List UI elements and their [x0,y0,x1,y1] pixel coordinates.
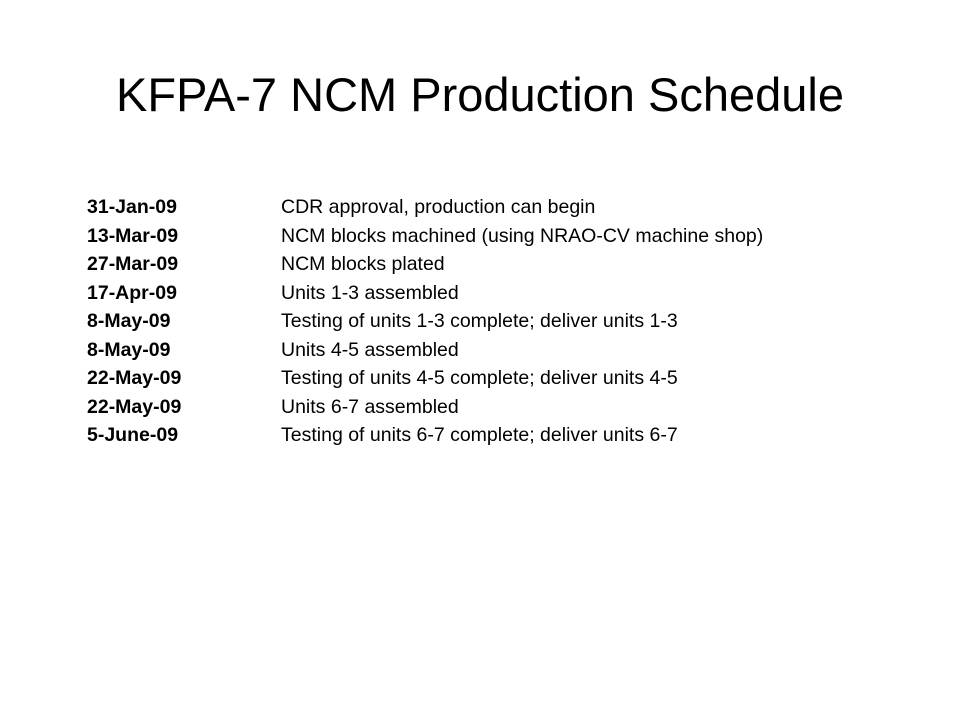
schedule-row [87,193,917,222]
schedule-event: Units 6-7 assembled [281,395,459,418]
schedule-row [87,222,917,251]
schedule-event: Testing of units 6-7 complete; deliver units 6-7 [281,424,678,446]
schedule-row [87,393,917,422]
schedule-row [87,421,917,450]
schedule-row [87,364,917,393]
schedule-event: CDR approval, production can begin [281,196,596,218]
schedule-date: 27-Mar-09 [87,253,179,275]
schedule-date: 31-Jan-09 [87,196,177,218]
schedule-event: NCM blocks machined (using NRAO-CV machine shop) [281,224,764,247]
schedule-date: 22-May-09 [87,395,182,418]
schedule-list [87,193,917,450]
schedule-date: 8-May-09 [87,338,171,361]
schedule-row [87,279,917,308]
schedule-date: 5-June-09 [87,424,179,446]
schedule-event: Units 1-3 assembled [281,281,459,304]
schedule-event: Testing of units 1-3 complete; deliver units 1-3 [281,310,678,332]
schedule-event: Units 4-5 assembled [281,338,459,361]
slide-title: KFPA-7 NCM Production Schedule [116,68,844,121]
schedule-date: 13-Mar-09 [87,224,179,247]
schedule-date: 8-May-09 [87,310,171,332]
schedule-row [87,336,917,365]
schedule-date: 17-Apr-09 [87,281,177,304]
schedule-row [87,307,917,336]
schedule-event: NCM blocks plated [281,253,445,275]
schedule-date: 22-May-09 [87,367,182,389]
schedule-event: Testing of units 4-5 complete; deliver units 4-5 [281,367,678,389]
schedule-row [87,250,917,279]
